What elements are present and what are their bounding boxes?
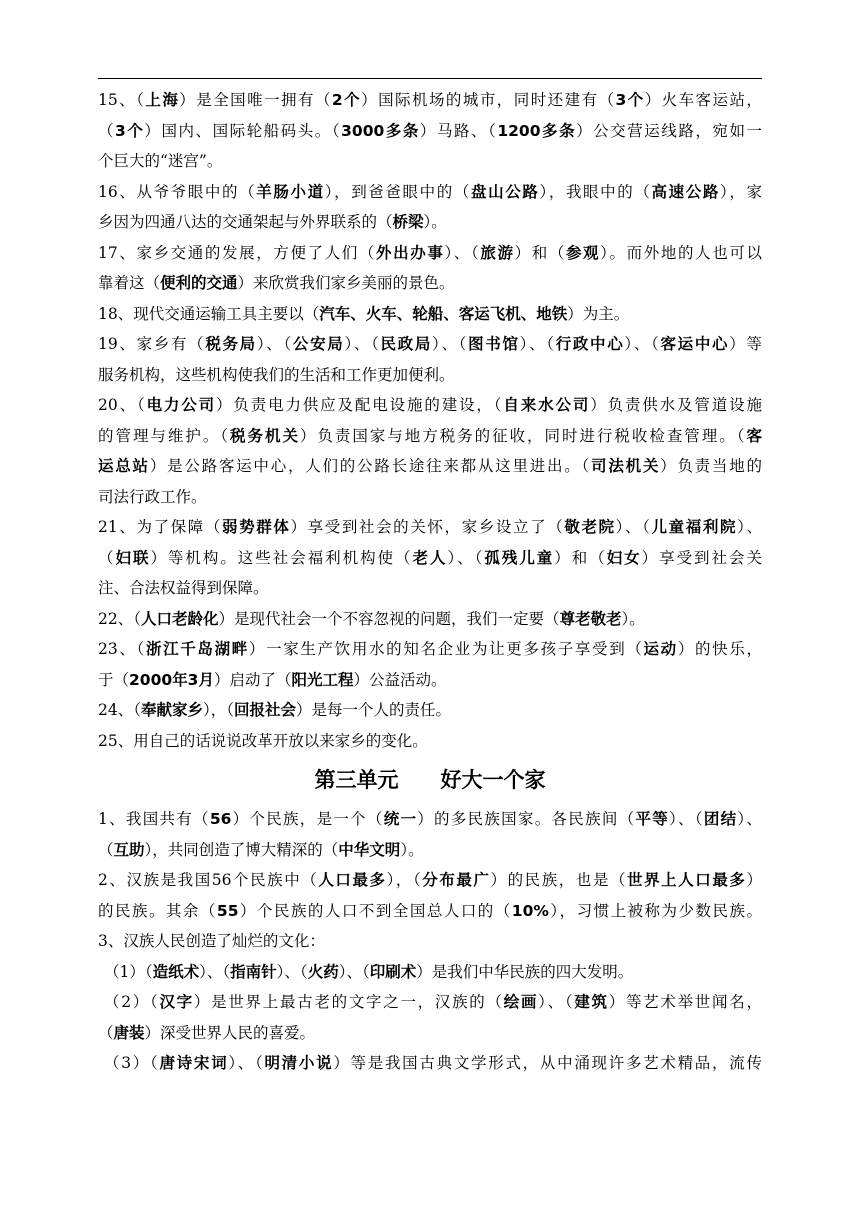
text-line [98,116,762,147]
body-text: ）、（ [344,335,381,353]
text-line [98,238,762,269]
body-text: ）的多民族国家。各民族间（ [417,810,636,828]
answer-text: 浙江千岛湖畔 [145,640,249,658]
body-text: 注、合法权益得到保障。 [98,579,269,597]
body-text: ）等艺术举世闻名， [608,993,762,1011]
answer-text: 尊老敬老 [559,609,622,628]
body-text: ），家 [719,182,762,201]
answer-text: 税务局 [205,335,257,353]
body-text: 服务机构，这些机构使我们的生活和工作更加便利。 [98,365,455,384]
body-text: ）、（ [338,962,370,981]
body-text: ）是世界上最古老的文字之一，汉族的（ [193,993,504,1011]
answer-text: 回报社会 [234,701,297,719]
answer-text: 团结 [703,810,738,828]
body-text: ）公益活动。 [353,670,447,689]
text-line [98,896,762,927]
body-text: ）国际机场的城市，同时还建有（ [361,91,616,109]
text-line [98,482,762,513]
body-text: ）负责供水及管道设施 [590,396,762,414]
answer-text: 老人 [412,548,448,567]
body-text: ）一家生产饮用水的知名企业为让更多孩子享受到（ [248,640,644,658]
answer-text: 人口最多 [318,871,387,889]
answer-text: 客运中心 [660,335,730,353]
answer-text: 绘画 [503,993,539,1011]
body-text: ）。 [423,213,447,231]
text-line [98,421,762,452]
text-line [98,726,762,757]
body-text: ）和（ [514,243,566,262]
answer-text: 孤残儿童 [484,548,555,567]
body-text: ），习惯上被称为少数民族。 [548,901,762,920]
text-line [98,665,762,696]
answer-text: 3个 [115,121,145,140]
answer-text: 高速公路 [651,182,720,201]
text-line [98,146,762,177]
body-text: ）公交营运线路，宛如一 [576,121,762,140]
answer-text: 2个 [331,91,362,109]
answer-text: 唐诗宋词 [159,1054,229,1072]
text-line [98,543,762,574]
text-line [98,268,762,299]
text-line [98,451,762,482]
answer-text: 阳光工程 [291,670,354,689]
body-text: ）负责电力供应及配电设施的建设，（ [216,396,504,414]
body-text: ）是现代社会一个不容忽视的问题，我们一定要（ [218,609,560,628]
body-text: ）个民族，是一个（ [231,810,384,828]
text-line [98,177,762,208]
text-line [98,695,762,726]
answer-text: 56 [209,810,232,828]
body-text: ）深受世界人民的喜爱。 [144,1023,316,1042]
answer-text: 客 [746,426,762,445]
answer-text: 妇女 [606,548,642,567]
answer-text: 1200多条 [497,121,577,140]
body-text: 于（ [98,670,130,689]
body-text: ）启动了（ [213,670,292,689]
body-text: ）。 [621,609,645,628]
answer-text: 便利的交通 [160,274,238,292]
text-line [98,804,762,835]
body-text: ）的民族，也是（ [490,871,628,889]
answer-text: 3个 [615,91,645,109]
text-line [98,390,762,421]
answer-text: 第三单元 好大一个家 [314,768,546,792]
text-line [98,604,762,635]
answer-text: 人口老龄化 [140,609,219,628]
text-line [98,835,762,866]
body-text: 2、汉族是我国56个民族中（ [98,871,319,889]
answer-text: 火药 [307,962,339,981]
text-line [98,987,762,1018]
body-text: ）享受到社会关 [641,548,762,567]
answer-text: 唐装 [113,1023,145,1042]
text-line [98,1048,762,1079]
answer-text: 3000多条 [341,121,420,140]
body-text: （3）（ [104,1054,160,1072]
body-text: 23、（ [98,640,146,658]
body-text: ）等 [729,335,762,353]
body-text: ）。而外地的人也可以 [600,243,762,262]
answer-text: 敬老院 [564,518,616,536]
text-line [98,957,762,988]
body-text: ）、（ [668,810,704,828]
text-line [98,85,762,116]
answer-text: 印刷术 [369,962,417,981]
answer-text: 运动 [643,640,678,658]
body-text: 司法行政工作。 [98,487,207,506]
body-text: ）、（ [615,518,652,536]
text-line [98,1018,762,1049]
body-text: （ [98,548,116,567]
answer-text: 指南针 [230,962,277,981]
answer-text: 中华文明 [338,840,401,859]
answer-text: 世界上人口最多 [627,871,747,889]
body-text: ）、（ [432,335,469,353]
body-text: ）、（ [276,962,308,981]
body-text: ）、（ [444,243,481,262]
body-text: ）。 [400,840,424,859]
answer-text: 电力公司 [146,396,217,414]
body-text: ）个民族的人口不到全国总人口的（ [238,901,512,920]
body-text: ），（ [386,871,423,889]
answer-text: 互助 [113,840,145,859]
answer-text: 建筑 [574,993,609,1011]
answer-text: 汽车、火车、轮船、客运飞机、地铁 [319,304,568,323]
body-text: 16、从爷爷眼中的（ [98,182,257,201]
answer-text: 羊肠小道 [256,182,325,201]
body-text: ）是我们中华民族的四大发明。 [416,962,634,981]
body-text: （ [98,840,114,859]
body-text: ）、（ [228,1054,265,1072]
text-line [98,926,762,957]
text-line [98,512,762,543]
body-text: ）享受到社会的关怀，家乡设立了（ [290,518,565,536]
body-text: （ [98,1023,114,1042]
body-text: ）负责国家与地方税务的征收，同时进行税收检查管理。（ [299,426,747,445]
answer-text: 55 [216,901,239,920]
text-line [98,299,762,330]
body-text: ）、（ [447,548,485,567]
body-text: ）火车客运站， [644,91,762,109]
body-text: ），共同创造了博大精深的（ [144,840,339,859]
body-text: ）负责当地的 [660,457,762,475]
answer-text: 2000年3月 [129,670,214,689]
answer-text: 妇联 [115,548,151,567]
answer-text: 上海 [145,91,180,109]
answer-text: 奉献家乡 [140,701,203,719]
body-text: 24、（ [98,701,141,719]
answer-text: 平等 [635,810,669,828]
document-body [98,85,762,1079]
body-text: ）、（ [256,335,293,353]
section-heading [98,756,762,804]
answer-text: 行政中心 [555,335,625,353]
body-text: ）和（ [554,548,607,567]
body-text: 靠着这（ [98,274,161,292]
body-text: 的管理与维护。（ [98,426,231,445]
text-line [98,634,762,665]
answer-text: 公安局 [292,335,345,353]
answer-text: 汉字 [159,993,194,1011]
body-text: 21、为了保障（ [98,518,223,536]
body-text: ）、 [737,518,762,536]
answer-text: 司法机关 [591,457,661,475]
answer-text: 自来水公司 [503,396,591,414]
body-text: ）的快乐， [677,640,762,658]
text-line [98,865,762,896]
body-text: 个巨大的“迷宫”。 [98,152,223,170]
answer-text: 参观 [565,243,601,262]
answer-text: 统一 [383,810,418,828]
body-text: （2）（ [104,993,160,1011]
body-text: ），到爸爸眼中的（ [324,182,471,201]
text-line [98,207,762,238]
answer-text: 造纸术 [152,962,200,981]
body-text: 的民族。其余（ [98,901,217,920]
answer-text: 桥梁 [392,213,424,231]
body-text: ）来欣赏我们家乡美丽的景色。 [237,274,455,292]
body-text: ）马路、（ [419,121,498,140]
body-text: 19、家乡有（ [98,335,206,353]
text-line [98,573,762,604]
body-text: ）是公路客运中心，人们的公路长途往来都从这里进出。（ [149,457,592,475]
body-text: ） [746,871,762,889]
body-text: ）是全国唯一拥有（ [179,91,332,109]
answer-text: 明清小说 [264,1054,334,1072]
body-text: ）、（ [538,993,575,1011]
answer-text: 儿童福利院 [651,518,738,536]
header-rule [98,78,762,79]
answer-text: 税务机关 [230,426,300,445]
body-text: ）等机构。这些社会福利机构使（ [150,548,413,567]
answer-text: 运总站 [98,457,150,475]
body-text: ），我眼中的（ [539,182,652,201]
body-text: ）是每一个人的责任。 [296,701,452,719]
body-text: （ [98,121,116,140]
answer-text: 分布最广 [422,871,491,889]
body-text: ），（ [203,701,235,719]
body-text: 乡因为四通八达的交通架起与外界联系的（ [98,213,393,231]
body-text: ）、 [737,810,762,828]
body-text: ）为主。 [567,304,630,323]
body-text: 15、（ [98,91,146,109]
body-text: ）、（ [199,962,231,981]
text-line [98,329,762,360]
text-line [98,360,762,391]
body-text: 3、汉族人民创造了灿烂的文化： [98,932,325,950]
body-text: 20、（ [98,396,147,414]
body-text: ）等是我国古典文学形式，从中涌现许多艺术精品，流传 [333,1054,762,1072]
answer-text: 图书馆 [468,335,520,353]
body-text: 1、我国共有（ [98,810,210,828]
body-text: （1）（ [104,962,153,981]
answer-text: 盘山公路 [471,182,540,201]
body-text: 18、现代交通运输工具主要以（ [98,304,320,323]
body-text: ）、（ [624,335,661,353]
body-text: 17、家乡交通的发展，方便了人们（ [98,243,377,262]
answer-text: 10% [511,901,549,920]
answer-text: 民政局 [380,335,433,353]
body-text: ）国内、国际轮船码头。（ [144,121,342,140]
answer-text: 旅游 [480,243,515,262]
answer-text: 外出办事 [376,243,445,262]
answer-text: 弱势群体 [222,518,291,536]
body-text: ）、（ [519,335,556,353]
body-text: 22、（ [98,609,141,628]
body-text: 25、用自己的话说说改革开放以来家乡的变化。 [98,731,428,750]
